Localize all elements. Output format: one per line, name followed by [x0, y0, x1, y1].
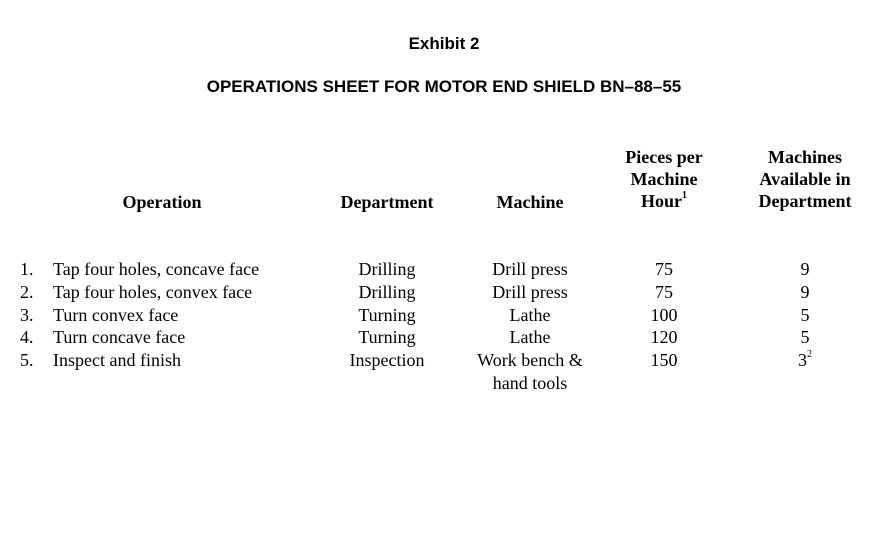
- department-cell: Drilling: [358, 259, 416, 279]
- header-operation-label: Operation: [122, 192, 202, 212]
- header-machines-line3: Department: [758, 191, 852, 211]
- pieces-cell: 75: [655, 259, 673, 279]
- operation-text: Tap four holes, concave face: [53, 259, 260, 279]
- row-number: 1.: [20, 259, 34, 279]
- page-title: OPERATIONS SHEET FOR MOTOR END SHIELD BN–88–55: [206, 77, 682, 96]
- footnote-marker-2: 2: [807, 349, 812, 361]
- machine-cell: Drill press: [492, 281, 568, 302]
- header-machine-label: Machine: [496, 192, 564, 212]
- operation-text: Tap four holes, convex face: [53, 281, 253, 302]
- header-machine: [470, 191, 590, 213]
- machines-value: 3: [798, 350, 807, 371]
- operation-column: [20, 258, 259, 372]
- machine-column: [460, 258, 600, 395]
- header-machines-line1: Machines: [768, 147, 842, 167]
- operation-row-2: [20, 281, 259, 304]
- header-machines-line2: Available in: [759, 169, 851, 189]
- row-number: 2.: [20, 281, 34, 302]
- header-pieces-line3: [604, 190, 724, 212]
- machine-cell: Drill press: [492, 259, 568, 279]
- machine-cell-continued: hand tools: [492, 372, 568, 393]
- header-operation: [100, 191, 224, 213]
- operation-row-3: [20, 304, 259, 327]
- pieces-cell: 100: [650, 304, 678, 325]
- header-department: [325, 191, 449, 213]
- machine-cell: Lathe: [509, 304, 551, 325]
- machine-cell: Work bench &: [477, 350, 583, 371]
- department-cell: Turning: [358, 327, 416, 348]
- machines-cell: 9: [800, 259, 810, 279]
- machines-cell: 5: [800, 327, 810, 348]
- operation-text: Inspect and finish: [53, 350, 181, 371]
- operation-text: Turn concave face: [53, 327, 186, 348]
- machines-column: [765, 258, 845, 372]
- pieces-cell: 75: [655, 281, 673, 302]
- pieces-cell: 150: [650, 350, 678, 371]
- header-pieces-line2: Machine: [630, 169, 698, 189]
- operation-row-5: [20, 349, 259, 372]
- header-machines-available: [742, 146, 868, 212]
- operation-text: Turn convex face: [53, 304, 179, 325]
- row-number: 5.: [20, 350, 34, 371]
- row-number: 4.: [20, 327, 34, 348]
- operation-row-4: [20, 326, 259, 349]
- pieces-cell: 120: [650, 327, 678, 348]
- header-pieces-line3-text: Hour: [640, 191, 682, 211]
- machines-cell-with-note: [765, 349, 845, 372]
- operation-row-1: [20, 258, 259, 281]
- department-cell: Turning: [358, 304, 416, 325]
- footnote-marker-1: 1: [682, 190, 687, 201]
- pieces-column: [624, 258, 704, 372]
- machine-cell: Lathe: [509, 327, 551, 348]
- header-pieces-per-hour: [604, 146, 724, 212]
- row-number: 3.: [20, 304, 34, 325]
- header-pieces-line1: Pieces per: [625, 147, 703, 167]
- department-column: [325, 258, 449, 372]
- exhibit-label: Exhibit 2: [408, 34, 480, 53]
- machines-cell: 5: [800, 304, 810, 325]
- department-cell: Drilling: [358, 281, 416, 302]
- header-department-label: Department: [340, 192, 434, 212]
- department-cell: Inspection: [349, 350, 425, 371]
- machines-cell: 9: [800, 281, 810, 302]
